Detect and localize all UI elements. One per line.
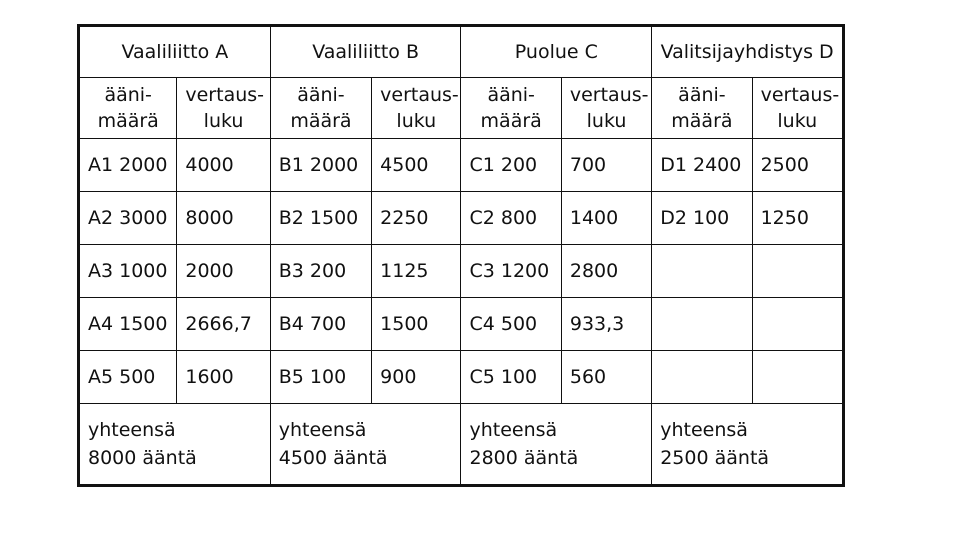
ratio-subheader <box>177 78 270 139</box>
votes-cell: C3 1200 <box>461 245 561 298</box>
ratio-subheader-line1: vertaus- <box>569 84 649 106</box>
ratio-cell <box>752 245 843 298</box>
total-votes: 2500 ääntä <box>660 447 770 469</box>
ratio-cell: 933,3 <box>561 298 651 351</box>
ratio-cell: 560 <box>561 351 651 404</box>
ratio-subheader-line1: vertaus- <box>380 84 459 106</box>
ratio-cell <box>752 351 843 404</box>
votes-subheader-line2: määrä <box>290 110 352 132</box>
ratio-cell: 1600 <box>177 351 270 404</box>
table-row <box>79 351 844 404</box>
votes-subheader-line1: ääni- <box>487 84 535 106</box>
ratio-cell: 700 <box>561 139 651 192</box>
votes-cell: B3 200 <box>270 245 371 298</box>
totals-row <box>79 404 844 486</box>
total-label: yhteensä <box>88 419 176 441</box>
ratio-subheader-line2: luku <box>777 110 818 132</box>
votes-cell: A4 1500 <box>79 298 177 351</box>
votes-subheader-line1: ääni- <box>297 84 345 106</box>
ratio-cell <box>752 298 843 351</box>
total-cell-c <box>461 404 652 486</box>
ratio-cell: 1400 <box>561 192 651 245</box>
total-label: yhteensä <box>660 419 748 441</box>
ratio-cell: 1125 <box>372 245 461 298</box>
ratio-subheader-line2: luku <box>396 110 437 132</box>
ratio-cell: 2500 <box>752 139 843 192</box>
party-header-b: Vaaliliitto B <box>270 26 461 78</box>
column-subheader-row <box>79 78 844 139</box>
votes-cell <box>652 298 752 351</box>
total-cell-d <box>652 404 844 486</box>
table-row <box>79 245 844 298</box>
ratio-subheader <box>372 78 461 139</box>
party-header-row <box>79 26 844 78</box>
votes-cell: D1 2400 <box>652 139 752 192</box>
ratio-subheader-line2: luku <box>586 110 627 132</box>
ratio-cell: 4000 <box>177 139 270 192</box>
votes-cell: B5 100 <box>270 351 371 404</box>
votes-cell: D2 100 <box>652 192 752 245</box>
ratio-cell: 1500 <box>372 298 461 351</box>
total-votes: 8000 ääntä <box>88 447 197 469</box>
party-header-d: Valitsijayhdistys D <box>652 26 844 78</box>
ratio-cell: 8000 <box>177 192 270 245</box>
ratio-subheader <box>752 78 843 139</box>
ratio-cell: 2000 <box>177 245 270 298</box>
election-results-table <box>77 24 845 487</box>
votes-cell: A2 3000 <box>79 192 177 245</box>
votes-cell: C1 200 <box>461 139 561 192</box>
votes-cell: B2 1500 <box>270 192 371 245</box>
total-votes: 2800 ääntä <box>469 447 579 469</box>
total-cell-a <box>79 404 271 486</box>
ratio-subheader-line1: vertaus- <box>185 84 265 106</box>
votes-subheader <box>270 78 371 139</box>
votes-subheader <box>461 78 561 139</box>
ratio-subheader <box>561 78 651 139</box>
party-header-a: Vaaliliitto A <box>79 26 271 78</box>
total-label: yhteensä <box>278 419 367 441</box>
ratio-cell: 2800 <box>561 245 651 298</box>
votes-subheader <box>652 78 752 139</box>
votes-subheader-line1: ääni- <box>678 84 726 106</box>
votes-subheader-line2: määrä <box>671 110 733 132</box>
votes-cell: C4 500 <box>461 298 561 351</box>
total-label: yhteensä <box>469 419 558 441</box>
votes-cell: A1 2000 <box>79 139 177 192</box>
ratio-cell: 2250 <box>372 192 461 245</box>
votes-subheader-line2: määrä <box>97 110 159 132</box>
total-cell-b <box>270 404 461 486</box>
votes-cell: B4 700 <box>270 298 371 351</box>
votes-subheader-line1: ääni- <box>104 84 152 106</box>
party-header-c: Puolue C <box>461 26 652 78</box>
votes-cell: C2 800 <box>461 192 561 245</box>
votes-subheader <box>79 78 177 139</box>
votes-cell <box>652 351 752 404</box>
table-row <box>79 139 844 192</box>
votes-cell: B1 2000 <box>270 139 371 192</box>
table-row <box>79 298 844 351</box>
ratio-cell: 4500 <box>372 139 461 192</box>
votes-cell <box>652 245 752 298</box>
ratio-cell: 1250 <box>752 192 843 245</box>
votes-cell: A3 1000 <box>79 245 177 298</box>
votes-cell: A5 500 <box>79 351 177 404</box>
table-row <box>79 192 844 245</box>
votes-cell: C5 100 <box>461 351 561 404</box>
ratio-subheader-line2: luku <box>203 110 244 132</box>
ratio-cell: 900 <box>372 351 461 404</box>
ratio-subheader-line1: vertaus- <box>760 84 840 106</box>
votes-subheader-line2: määrä <box>480 110 542 132</box>
total-votes: 4500 ääntä <box>278 447 388 469</box>
ratio-cell: 2666,7 <box>177 298 270 351</box>
